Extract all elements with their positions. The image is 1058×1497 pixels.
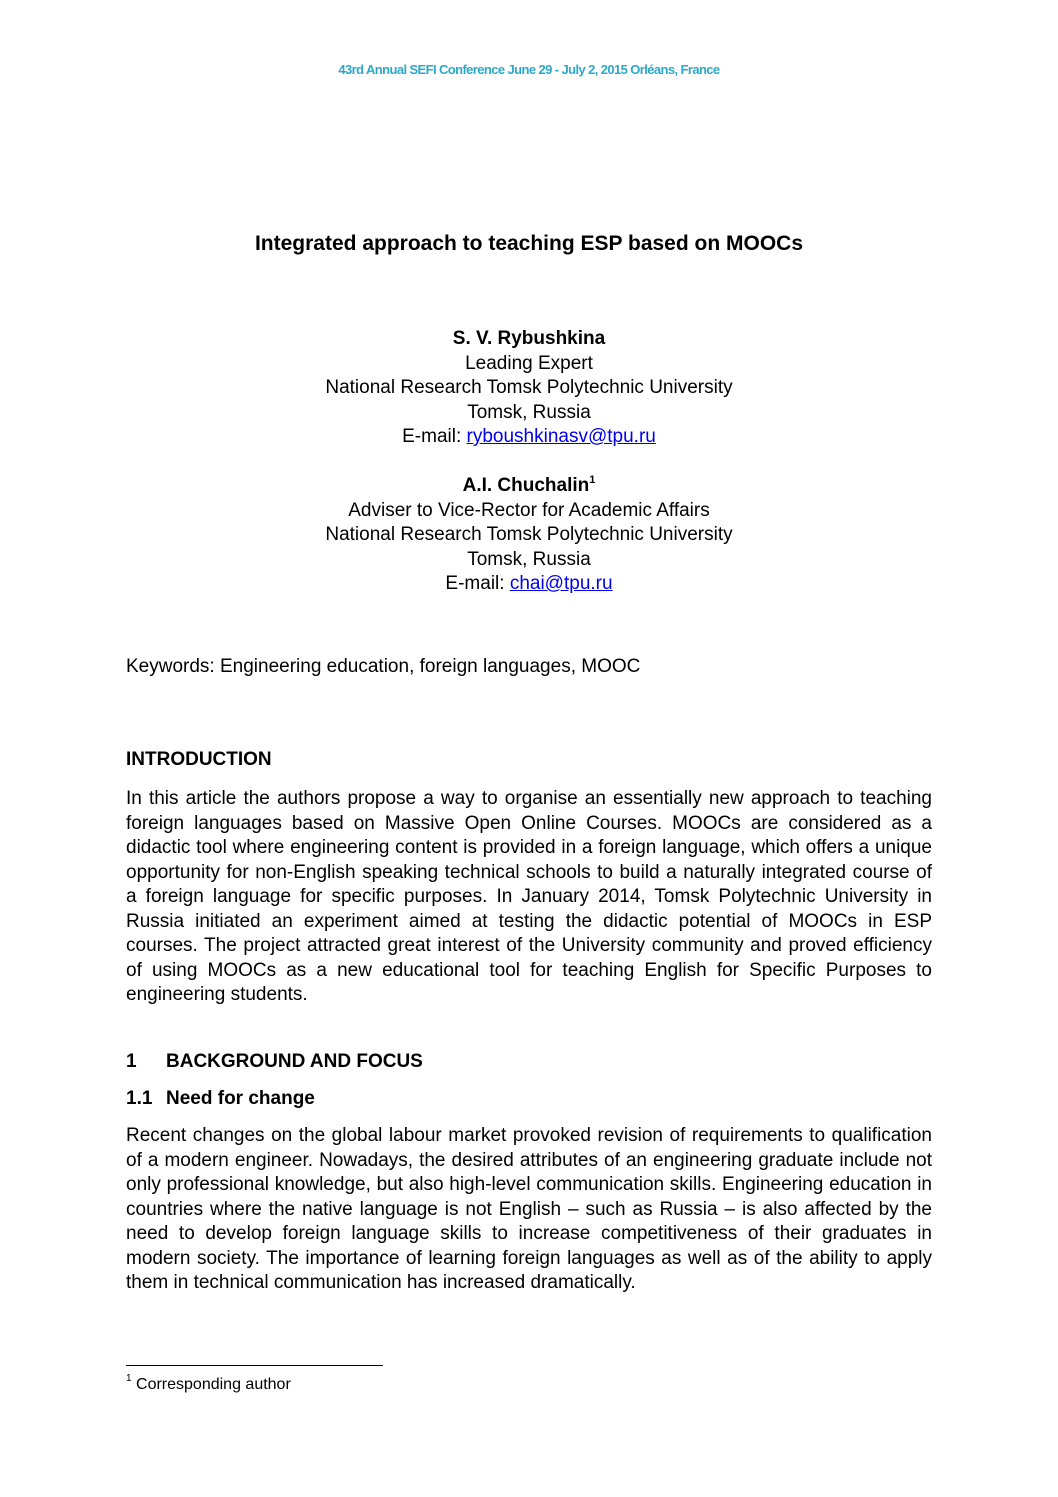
email-label: E-mail: <box>445 573 505 594</box>
footnote-divider <box>126 1365 383 1366</box>
email-label: E-mail: <box>402 426 462 447</box>
author-name: S. V. Rybushkina <box>452 328 606 349</box>
author-location: Tomsk, Russia <box>467 548 591 570</box>
section-heading-introduction: INTRODUCTION <box>126 749 272 770</box>
section-heading-background <box>126 1051 423 1073</box>
footnote-text: Corresponding author <box>136 1376 291 1393</box>
subsection-title: Need for change <box>166 1088 315 1109</box>
conference-header: 43rd Annual SEFI Conference June 29 - July 2, 2015 Orléans, France <box>338 62 720 77</box>
author-affiliation: National Research Tomsk Polytechnic University <box>325 377 733 398</box>
author-email-line <box>0 572 1058 597</box>
author-position: Leading Expert <box>465 352 593 374</box>
author-email-link[interactable]: ryboushkinasv@tpu.ru <box>466 426 656 447</box>
subsection-number: 1.1 <box>126 1088 153 1109</box>
footnote-mark: 1 <box>126 1372 132 1384</box>
author-name <box>0 474 1058 499</box>
section-number: 1 <box>126 1051 137 1072</box>
introduction-paragraph: In this article the authors propose a way to organise an essentially new approach to teaching foreign languages based on Massive Open Online Courses. MOOCs are considered as a didactic tool where engineering content is provided in a foreign language, which offers a unique opportunity for non-English speaking technical schools to build a naturally integrated course of a foreign language for specific purposes. In January 2014, Tomsk Polytechnic University in Russia initiated an experiment aimed at testing the didactic potential of MOOCs in ESP courses. The project attracted great interest of the University community and proved efficiency of using MOOCs as a new educational tool for teaching English for Specific Purposes to engineering students. <box>126 788 932 1005</box>
author-email-line <box>0 425 1058 450</box>
author-block-2 <box>0 474 1058 597</box>
keywords: Keywords: Engineering education, foreign languages, MOOC <box>126 656 641 677</box>
author-name-text: A.I. Chuchalin <box>462 475 590 496</box>
paper-title: Integrated approach to teaching ESP based on MOOCs <box>254 232 804 255</box>
need-for-change-paragraph: Recent changes on the global labour market provoked revision of requirements to qualification of a modern engineer. Nowadays, the desired attributes of an engineering graduate include not only professional knowledge, but also high-level communication skills. Engineering education in countries where the native language is not English – such as Russia – is also affected by the need to develop foreign language skills to increase competitiveness of their graduates in modern society. The importance of learning foreign languages as well as of the ability to apply them in technical communication has increased dramatically. <box>126 1125 932 1293</box>
author-location: Tomsk, Russia <box>467 401 591 423</box>
subsection-heading-need-for-change <box>126 1088 315 1110</box>
author-email-link[interactable]: chai@tpu.ru <box>509 573 613 594</box>
footnote <box>126 1372 291 1394</box>
author-affiliation: National Research Tomsk Polytechnic University <box>325 524 733 545</box>
author-position: Adviser to Vice-Rector for Academic Affairs <box>348 499 710 521</box>
footnote-mark: 1 <box>589 473 596 486</box>
section-title: BACKGROUND AND FOCUS <box>166 1051 423 1072</box>
author-block-1 <box>0 327 1058 450</box>
